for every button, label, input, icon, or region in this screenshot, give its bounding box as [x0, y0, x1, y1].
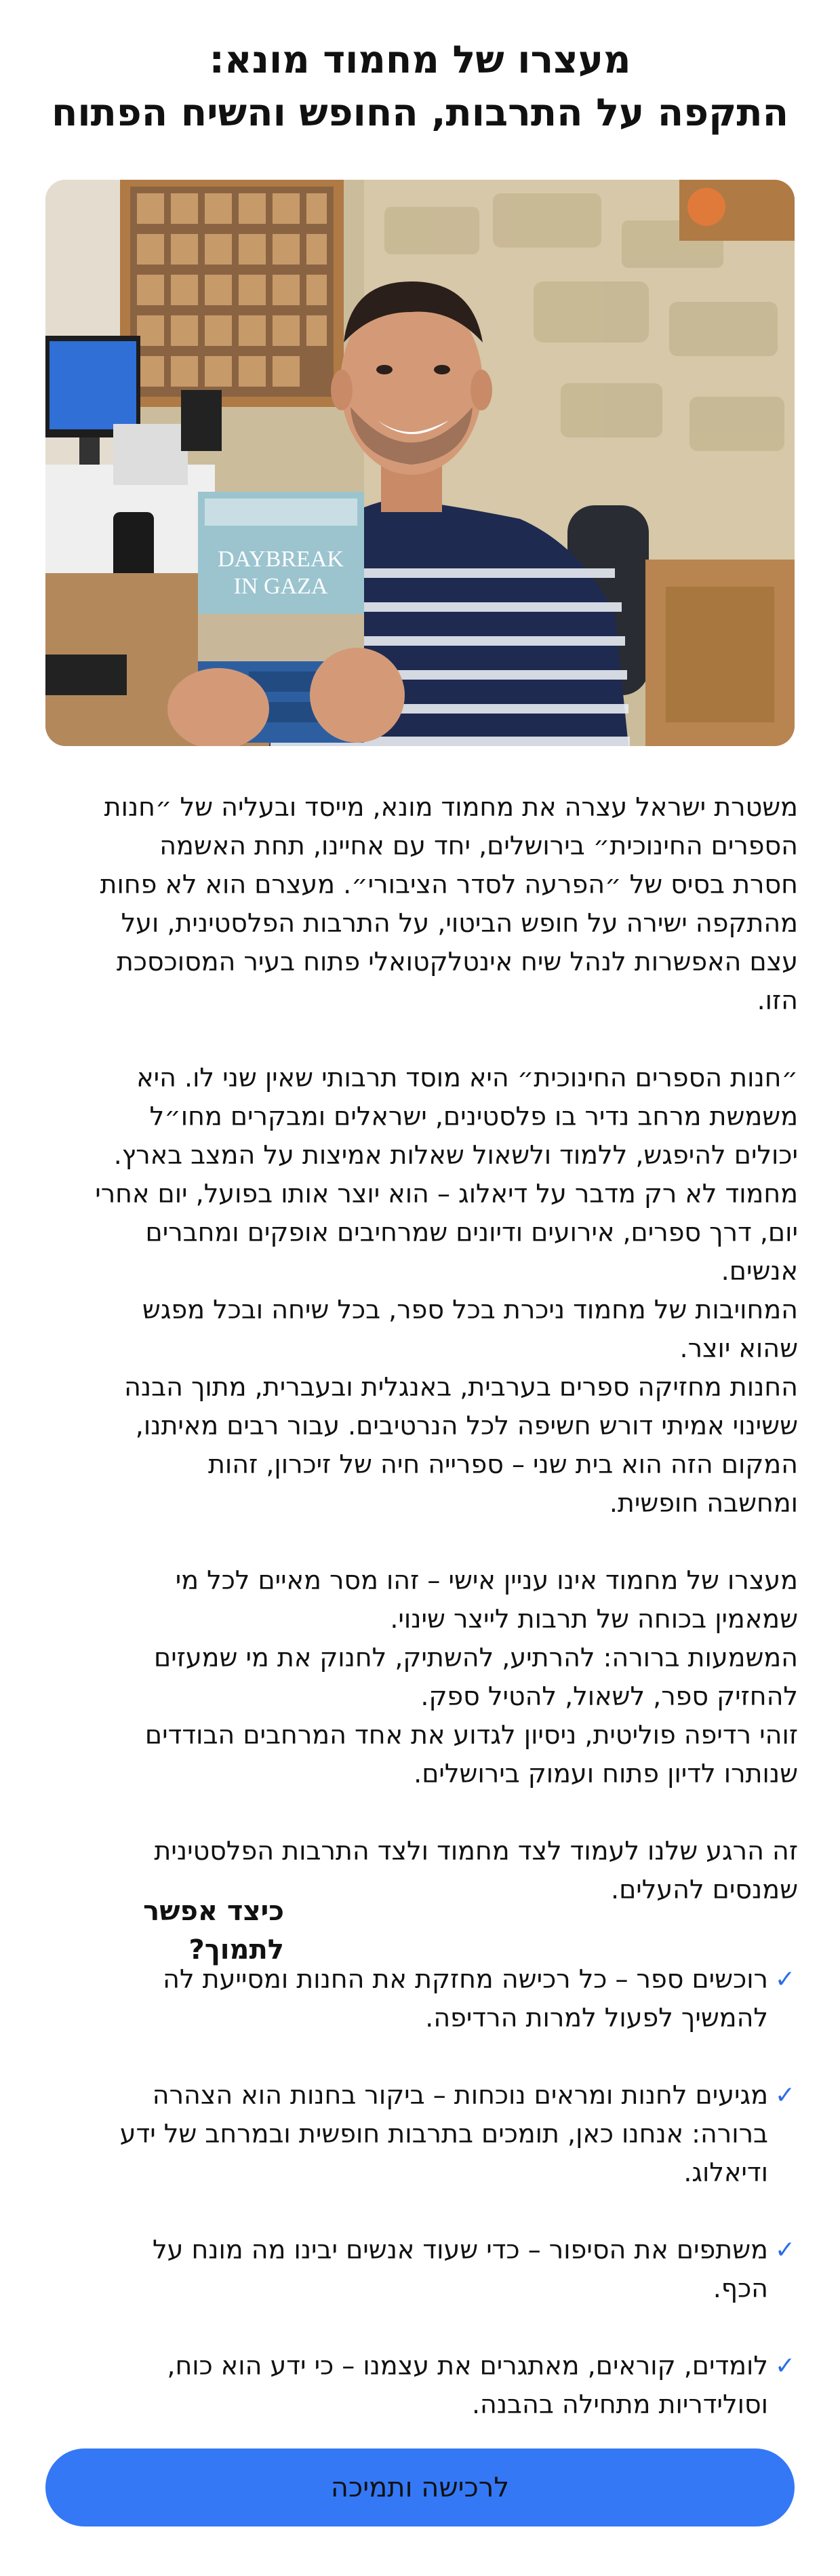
paragraph-4-line-1: זה הרגע שלנו לעמוד לצד מחמוד ולצד התרבות הפלסטינית: [154, 1836, 798, 1866]
book-title-line-1: DAYBREAK: [218, 547, 344, 572]
hero-photo: [45, 180, 795, 746]
page-title: [41, 34, 799, 140]
title-line-2: התקפה על התרבות, החופש והשיח הפתוח: [51, 91, 789, 135]
paragraph-2-line-12: ומחשבה חופשית.: [609, 1488, 798, 1518]
paragraph-1-line-3: חסרת בסיס של ״הפרעה לסדר הציבורי״. מעצרם הוא לא פחות: [100, 870, 798, 899]
paragraph-2-line-2: משמשת מרחב נדיר בו פלסטינים, ישראלים ומבקרים מחו״ל: [149, 1101, 798, 1131]
support-item-visit-store: [42, 2076, 795, 2192]
paragraph-2-line-6: אנשים.: [721, 1256, 798, 1286]
support-item-4-line-1: לומדים, קוראים, מאתגרים את עצמנו – כי ידע הוא כוח,: [167, 2351, 768, 2381]
paragraph-3-line-3: המשמעות ברורה: להרתיע, להשתיק, לחנוק את מי שמעזים: [154, 1643, 798, 1673]
support-item-1-line-1: רוכשים ספר – כל רכישה מחזקת את החנות ומסייעת לה: [163, 1964, 768, 1994]
support-item-buy-book: [42, 1960, 795, 2037]
paragraph-2-line-11: המקום הזה הוא בית שני – ספרייה חיה של זיכרון, זהות: [207, 1449, 798, 1479]
paragraph-3-line-4: להחזיק ספר, לשאול, להטיל ספק.: [420, 1681, 798, 1711]
paragraph-1-line-1: משטרת ישראל עצרה את מחמוד מונא, מייסד ובעליה של ״חנות: [104, 792, 798, 822]
paragraph-3-line-2: שמאמין בכוחה של תרבות לייצר שינוי.: [390, 1604, 798, 1634]
paragraph-2-line-5: יום, דרך ספרים, אירועים ודיונים שמרחיבים אופקים ומחברים: [145, 1217, 798, 1247]
paragraph-2-line-3: יכולים להיפגש, ללמוד ולשאול שאלות אמיצות על המצב בארץ.: [113, 1140, 798, 1170]
paragraph-1-line-6: הזו.: [757, 985, 798, 1015]
paragraph-4-line-2: שמנסים להעלים.: [610, 1875, 798, 1905]
checkmark-icon: ✓: [774, 2236, 795, 2264]
support-item-3-line-2: הכף.: [713, 2273, 768, 2303]
support-item-3-line-1: משתפים את הסיפור – כדי שעוד אנשים יבינו מה מונח על: [153, 2235, 768, 2265]
paragraph-3-line-6: שנותרו לדיון פתוח ועמוק בירושלים.: [414, 1759, 798, 1789]
paragraph-1-line-5: עצם האפשרות לנהל שיח אינטלקטואלי פתוח בעיר המסוכסכת: [116, 947, 798, 977]
paragraph-2-line-10: ששינוי אמיתי דורש חשיפה לכל הנרטיבים. עבור רבים מאיתנו,: [135, 1411, 798, 1441]
article-body: [42, 788, 798, 1948]
purchase-support-button[interactable]: לרכישה ותמיכה: [45, 2448, 795, 2526]
support-item-2-line-1: מגיעים לחנות ומראים נוכחות – ביקור בחנות הוא הצהרה: [152, 2080, 768, 2110]
paragraph-2-line-9: החנות מחזיקה ספרים בערבית, באנגלית ובעברית, מתוך הבנה: [124, 1372, 798, 1402]
paragraph-3: [42, 1561, 798, 1793]
checkmark-icon: ✓: [774, 2082, 795, 2109]
paragraph-3-line-1: מעצרו של מחמוד אינו עניין אישי – זהו מסר מאיים לכל מי: [175, 1565, 798, 1595]
support-item-2-line-2: ברורה: אנחנו כאן, תומכים בתרבות חופשית ובמרחב של ידע: [119, 2119, 768, 2149]
support-item-4-line-2: וסולידריות מתחילה בהבנה.: [471, 2389, 768, 2419]
paragraph-2: [42, 1059, 798, 1523]
paragraph-2-line-8: שהוא יוצר.: [679, 1333, 798, 1363]
checkmark-icon: ✓: [774, 1966, 795, 1993]
support-list: [42, 1960, 795, 2463]
paragraph-3-line-5: זוהי רדיפה פוליטית, ניסיון לגדוע את אחד המרחבים הבודדים: [144, 1720, 798, 1750]
support-item-learn: [42, 2347, 795, 2424]
support-heading: כיצד אפשר לתמוך?: [143, 1896, 284, 1966]
paragraph-2-line-1: ״חנות הספרים החינוכית״ היא מוסד תרבותי שאין שני לו. היא: [136, 1063, 798, 1093]
paragraph-2-line-4: מחמוד לא רק מדבר על דיאלוג – הוא יוצר אותו בפועל, יום אחרי: [95, 1179, 798, 1209]
title-line-1: מעצרו של מחמוד מונא:: [209, 38, 631, 82]
support-item-2-line-3: ודיאלוג.: [683, 2158, 768, 2187]
support-item-share-story: [42, 2231, 795, 2308]
paragraph-2-line-7: המחויבות של מחמוד ניכרת בכל ספר, בכל שיחה ובכל מפגש: [142, 1295, 798, 1325]
support-item-1-line-2: להמשיך לפעול למרות הרדיפה.: [425, 2003, 768, 2033]
paragraph-1-line-4: מהתקפה ישירה על חופש הביטוי, על התרבות הפלסטינית, ועל: [121, 908, 798, 938]
paragraph-1: [42, 788, 798, 1020]
paragraph-1-line-2: הספרים החינוכית״ בירושלים, יחד עם אחיינו, תחת האשמה: [159, 831, 798, 861]
hero-illustration: [45, 180, 795, 746]
checkmark-icon: ✓: [774, 2352, 795, 2380]
book-title-line-2: IN GAZA: [233, 574, 328, 599]
